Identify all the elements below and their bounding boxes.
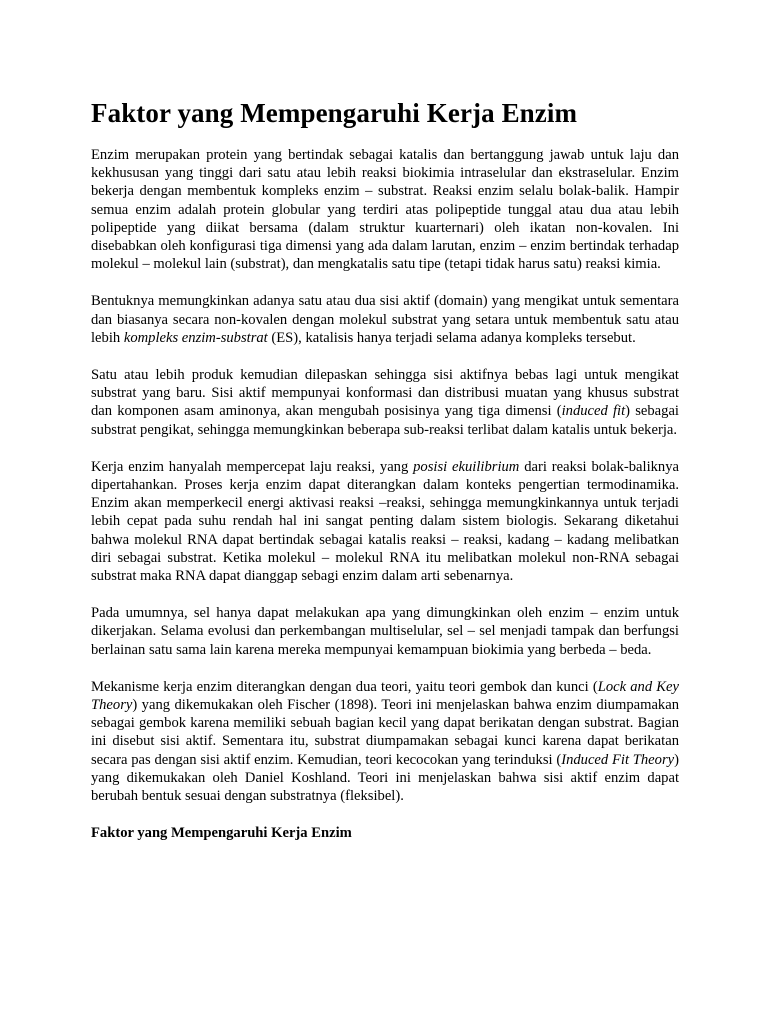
paragraph-6-text-a: Mekanisme kerja enzim diterangkan dengan dua teori, yaitu teori gembok dan kunci (	[91, 678, 598, 695]
paragraph-2-italic: kompleks enzim-substrat	[123, 329, 268, 346]
paragraph-3-italic: induced fit	[561, 403, 626, 420]
paragraph-3-text-b: ) sebagai substrat pengikat, sehingga memungkinkan beberapa sub-reaksi terlibat dalam katalis untuk bekerja.	[91, 403, 679, 438]
paragraph-6	[91, 678, 679, 805]
paragraph-4-text-a: Kerja enzim hanyalah mempercepat laju reaksi, yang	[91, 458, 414, 475]
paragraph-6-italic-1: Lock and Key Theory	[91, 678, 680, 714]
paragraph-6-text-c: ) yang dikemukakan oleh Daniel Koshland. Teori ini menjelaskan bahwa sisi aktif enzim dapat berubah bentuk sesuai dengan substratnya (fleksibel).	[91, 751, 679, 805]
paragraph-1	[91, 146, 679, 273]
paragraph-4	[91, 458, 679, 585]
paragraph-2	[91, 292, 679, 347]
document-page	[91, 96, 679, 843]
paragraph-4-text-b: dari reaksi bolak-baliknya dipertahankan. Proses kerja enzim dapat diterangkan dalam konteks pengertian termodinamika. Enzim akan memperkecil energi aktivasi reaksi –reaksi, sehingga memungkinkannya untuk terjadi lebih cepat pada suhu rendah hal ini sangat penting dalam sistem biologis. Sekarang diketahui bahwa molekul RNA dapat bertindak sebagai katalis reaksi – reaksi, kadang – kadang melibatkan diri sebagai substrat. Ketika molekul – molekul RNA itu melibatkan molekul non-RNA sebagai substrat maka RNA dapat dianggap sebagi enzim dalam arti sebenarnya.	[91, 458, 680, 585]
paragraph-3	[91, 366, 679, 439]
paragraph-6-italic-2: Induced Fit Theory	[561, 751, 675, 768]
paragraph-6-text-b: ) yang dikemukakan oleh Fischer (1898). Teori ini menjelaskan bahwa enzim diumpamakan sebagai gembok karena memiliki sebuah bagian kecil yang dapat berikatan dengan substrat. Bagian ini disebut sisi aktif. Sementara itu, substrat diumpamakan sebagai kunci karena dapat berikatan secara pas dengan sisi aktif enzim. Kemudian, teori kecocokan yang terinduksi (	[91, 697, 679, 768]
paragraph-2-text-a: Bentuknya memungkinkan adanya satu atau dua sisi aktif (domain) yang mengikat untuk sementara dan biasanya secara non-kovalen dengan molekul substrat yang setara untuk membentuk satu atau lebih	[91, 293, 679, 346]
paragraph-2-text-b: (ES), katalisis hanya terjadi selama adanya kompleks tersebut.	[267, 329, 636, 346]
section-subheading: Faktor yang Mempengaruhi Kerja Enzim	[91, 825, 352, 842]
paragraph-4-italic: posisi ekuilibrium	[413, 458, 520, 475]
paragraph-5	[91, 604, 679, 659]
paragraph-5-text: Pada umumnya, sel hanya dapat melakukan apa yang dimungkinkan oleh enzim – enzim untuk dikerjakan. Selama evolusi dan perkembangan multiselular, sel – sel menjadi tampak dan berfungsi berlainan satu sama lain karena mereka mempunyai kemampuan biokimia yang berbeda – beda.	[91, 605, 679, 658]
paragraph-3-text-a: Satu atau lebih produk kemudian dilepaskan sehingga sisi aktifnya bebas lagi untuk mengikat substrat yang baru. Sisi aktif mempunyai konformasi dan distribusi muatan yang khusus substrat dan komponen asam aminonya, akan mengubah posisinya yang tiga dimensi (	[91, 367, 679, 420]
paragraph-1-text: Enzim merupakan protein yang bertindak sebagai katalis dan bertanggung jawab untuk laju dan kekhususan yang tinggi dari satu atau lebih reaksi biokimia intraselular dan ekstraselular. Enzim bekerja dengan membentuk kompleks enzim – substrat. Reaksi enzim selalu bolak-balik. Hampir semua enzim adalah protein globular yang terdiri atas polipeptide tunggal atau dua atau lebih polipeptide yang diikat bersama (dalam struktur kuarternari) oleh ikatan non-kovalen. Ini disebabkan oleh konfigurasi tiga dimensi yang ada dalam larutan, enzim – enzim bertindak terhadap molekul – molekul lain (substrat), dan mengkatalis satu tipe (tetapi tidak harus satu) reaksi kimia.	[91, 147, 679, 273]
document-title: Faktor yang Mempengaruhi Kerja Enzim	[91, 98, 578, 128]
